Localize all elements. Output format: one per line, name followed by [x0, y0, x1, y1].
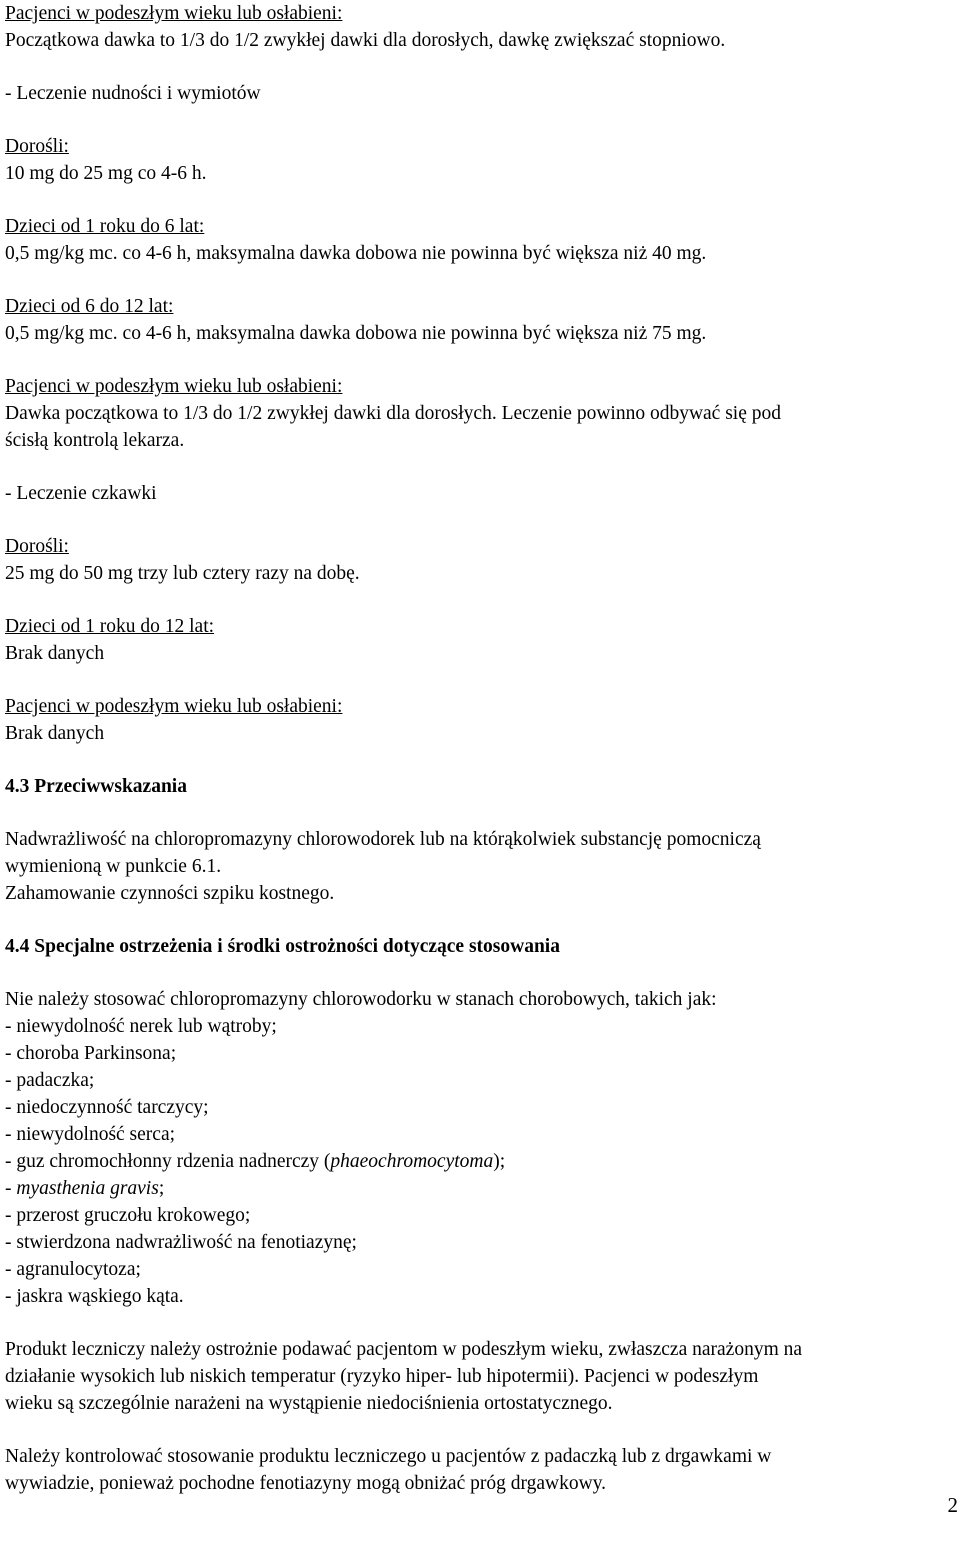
- elderly-text: Brak danych: [5, 723, 105, 744]
- warning-item: - stwierdzona nadwrażliwość na fenotiazynę;: [5, 1232, 357, 1253]
- warning-item: - guz chromochłonny rdzenia nadnerczy (phaeochromocytoma);: [5, 1151, 506, 1172]
- paragraph-line: wywiadzie, ponieważ pochodne fenotiazyny mogą obniżać próg drgawkowy.: [5, 1473, 607, 1494]
- paragraph-line: wieku są szczególnie narażeni na wystąpienie niedociśnienia ortostatycznego.: [5, 1393, 613, 1414]
- warning-item: - myasthenia gravis;: [5, 1178, 165, 1199]
- children-1-6-heading: Dzieci od 1 roku do 6 lat:: [5, 216, 205, 237]
- adults-heading: Dorośli:: [5, 136, 69, 157]
- warning-item: - niewydolność serca;: [5, 1124, 176, 1145]
- contraindication-line: Zahamowanie czynności szpiku kostnego.: [5, 883, 335, 904]
- contraindication-line: Nadwrażliwość na chloropromazyny chlorowodorek lub na którąkolwiek substancję pomocniczą: [5, 829, 761, 850]
- elderly-text-line: Dawka początkowa to 1/3 do 1/2 zwykłej dawki dla dorosłych. Leczenie powinno odbywać się pod: [5, 403, 781, 424]
- elderly-text: Początkowa dawka to 1/3 do 1/2 zwykłej dawki dla dorosłych, dawkę zwiększać stopniowo.: [5, 30, 726, 51]
- adults-text: 10 mg do 25 mg co 4-6 h.: [5, 163, 207, 184]
- adults-text: 25 mg do 50 mg trzy lub cztery razy na dobę.: [5, 563, 360, 584]
- warnings-intro: Nie należy stosować chloropromazyny chlorowodorku w stanach chorobowych, takich jak:: [5, 989, 717, 1010]
- children-heading: Dzieci od 1 roku do 12 lat:: [5, 616, 215, 637]
- warning-item: - jaskra wąskiego kąta.: [5, 1286, 184, 1307]
- section-title-hiccup: - Leczenie czkawki: [5, 483, 157, 504]
- warning-item: - padaczka;: [5, 1070, 95, 1091]
- warning-item: - niewydolność nerek lub wątroby;: [5, 1016, 277, 1037]
- section-heading-contraindications: 4.3 Przeciwwskazania: [5, 776, 187, 797]
- warning-item: - przerost gruczołu krokowego;: [5, 1205, 251, 1226]
- adults-heading: Dorośli:: [5, 536, 69, 557]
- children-6-12-heading: Dzieci od 6 do 12 lat:: [5, 296, 174, 317]
- children-text: Brak danych: [5, 643, 105, 664]
- page-number: 2: [947, 1493, 958, 1517]
- warning-item: - niedoczynność tarczycy;: [5, 1097, 209, 1118]
- elderly-text-line: ścisłą kontrolą lekarza.: [5, 430, 185, 451]
- paragraph-line: Produkt leczniczy należy ostrożnie podawać pacjentom w podeszłym wieku, zwłaszcza narażonym na: [5, 1339, 803, 1360]
- elderly-heading: Pacjenci w podeszłym wieku lub osłabieni:: [5, 376, 343, 397]
- warning-item: - agranulocytoza;: [5, 1259, 141, 1280]
- paragraph-line: Należy kontrolować stosowanie produktu leczniczego u pacjentów z padaczką lub z drgawkami w: [5, 1446, 772, 1467]
- elderly-heading: Pacjenci w podeszłym wieku lub osłabieni:: [5, 3, 343, 24]
- paragraph-line: działanie wysokich lub niskich temperatur (ryzyko hiper- lub hipotermii). Pacjenci w podeszłym: [5, 1366, 759, 1387]
- elderly-heading: Pacjenci w podeszłym wieku lub osłabieni:: [5, 696, 343, 717]
- children-1-6-text: 0,5 mg/kg mc. co 4-6 h, maksymalna dawka dobowa nie powinna być większa niż 40 mg.: [5, 243, 707, 264]
- section-title-nausea: - Leczenie nudności i wymiotów: [5, 83, 261, 104]
- children-6-12-text: 0,5 mg/kg mc. co 4-6 h, maksymalna dawka dobowa nie powinna być większa niż 75 mg.: [5, 323, 707, 344]
- warning-item: - choroba Parkinsona;: [5, 1043, 177, 1064]
- section-heading-warnings: 4.4 Specjalne ostrzeżenia i środki ostrożności dotyczące stosowania: [5, 936, 560, 957]
- contraindication-line: wymienioną w punkcie 6.1.: [5, 856, 222, 877]
- document-body: [5, 0, 955, 1497]
